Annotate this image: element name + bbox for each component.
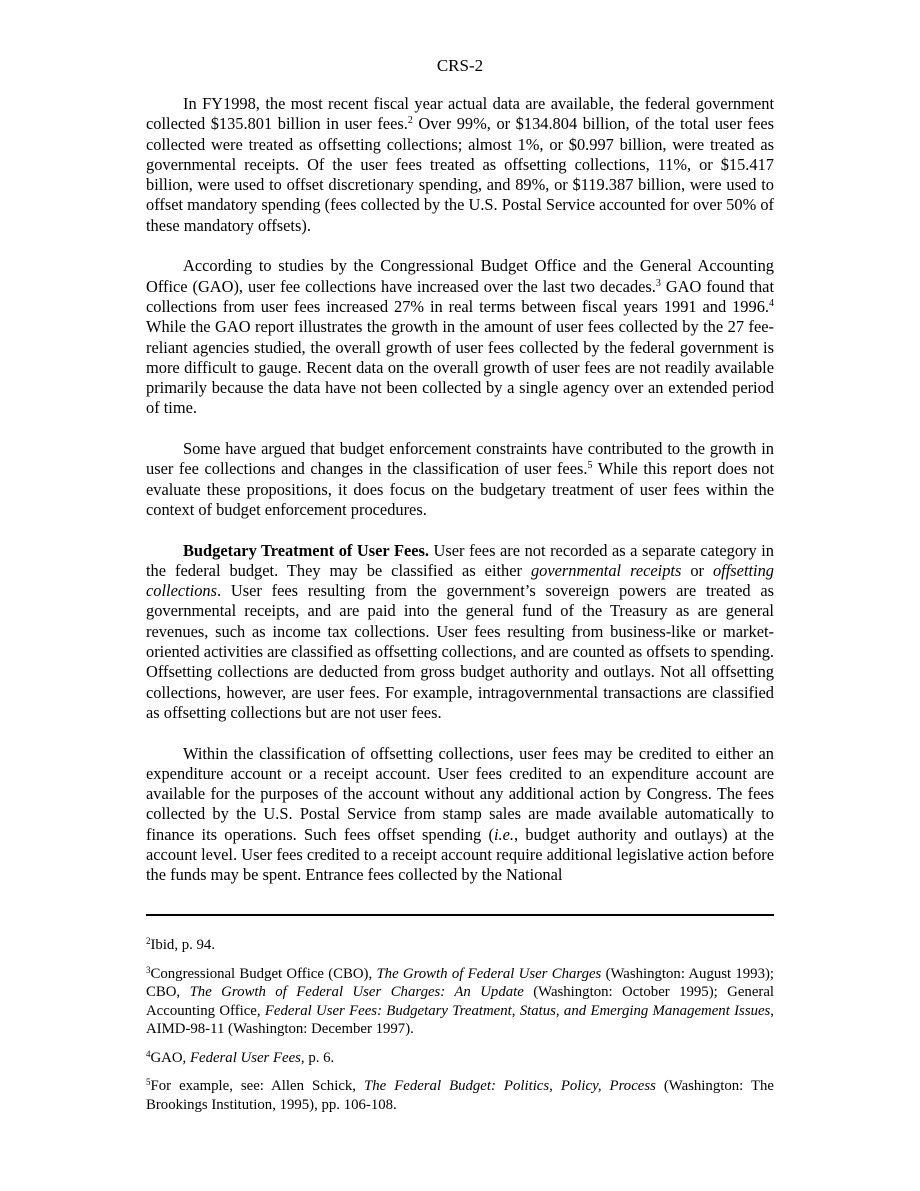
citation-title: The Federal Budget: Politics, Policy, Process — [364, 1078, 656, 1094]
paragraph-fy1998-collections — [146, 94, 774, 236]
paragraph-offsetting-accounts — [146, 744, 774, 886]
footnote-divider — [146, 914, 774, 916]
text-run: , AIMD-98-11 (Washington: December 1997). — [146, 1002, 774, 1037]
text-run: Within the classification of offsetting collections, user fees may be credited to either an expenditure account or a receipt account. User fees credited to an expenditure account are available for the purposes of the account without any additional action by Congress. The fees collected by the U.S. Postal Service from stamp sales are made available automatically to finance its operations. Such fees offset spending ( — [146, 743, 774, 844]
footnote-number: 2 — [146, 936, 151, 946]
citation-title: Federal User Fees: Budgetary Treatment, Status, and Emerging Management Issues — [264, 1002, 771, 1019]
section-heading: Budgetary Treatment of User Fees. — [183, 540, 429, 560]
text-run: (Washington: October 1995); General Accounting Office, — [146, 984, 774, 1019]
citation-title: The Growth of Federal User Charges: An Update — [189, 984, 524, 1000]
footnotes — [146, 936, 774, 1124]
text-run: . User fees resulting from the government’s sovereign powers are treated as governmental receipts, and are paid into the general fund of the Treasury as are general revenues, such as income tax collections. User fees resulting from business-like or market-oriented activities are classified as offsetting collections, and are counted as offsets to spending. Offsetting collections are deducted from gross budget authority and outlays. Not all offsetting collections, however, are user fees. For example, intragovernmental transactions are classified as offsetting collections but are not user fees. — [146, 581, 774, 722]
page-label: CRS-2 — [436, 56, 484, 75]
text-run: or — [681, 560, 713, 580]
paragraph-budgetary-treatment — [146, 541, 774, 724]
italic-term: governmental receipts — [530, 560, 682, 580]
footnote-4 — [146, 1049, 774, 1068]
text-run: GAO, — [150, 1049, 190, 1066]
text-run: For example, see: Allen Schick, — [150, 1078, 364, 1094]
text-run: , p. 6. — [300, 1049, 335, 1066]
text-run: (Washington: August 1993); CBO, — [146, 965, 775, 1000]
citation-title: Federal User Fees — [189, 1049, 301, 1066]
text-run: GAO found that collections from user fees increased 27% in real terms between fiscal years 1991 and 1996. — [146, 276, 774, 316]
italic-term: offsetting collections — [146, 560, 774, 601]
citation-title: The Growth of Federal User Charges — [376, 965, 602, 982]
paragraph-enforcement-constraints — [146, 439, 774, 520]
text-run: , budget authority and outlays) at the account level. User fees credited to a receipt account require additional legislative action before the funds may be spent. Entrance fees collected by the National — [146, 824, 774, 885]
footnote-ref: 2 — [407, 115, 413, 127]
text-run: While the GAO report illustrates the growth in the amount of user fees collected by the 27 fee-reliant agencies studied, the overall growth of user fees collected by the federal government is more difficult to gauge. Recent data on the overall growth of user fees are not readily available primarily because the data have not been collected by a single agency over an extended period of time. — [146, 317, 774, 418]
footnote-5 — [146, 1077, 774, 1114]
text-run: (Washington: The Brookings Institution, 1995), pp. 106-108. — [146, 1078, 774, 1113]
footnote-number: 3 — [146, 964, 151, 975]
footnote-3 — [146, 965, 774, 1039]
italic-term: i.e. — [493, 824, 515, 844]
text-run: Some have argued that budget enforcement constraints have contributed to the growth in user fee collections and changes in the classification of user fees. — [146, 439, 774, 479]
footnote-2 — [146, 936, 774, 955]
paragraph-growth-studies — [146, 256, 774, 418]
text-run: User fees are not recorded as a separate category in the federal budget. They may be classified as either — [146, 540, 774, 580]
text-run: Congressional Budget Office (CBO), — [150, 965, 377, 982]
footnote-number: 4 — [146, 1048, 151, 1059]
text-run: According to studies by the Congressional Budget Office and the General Accounting Office (GAO), user fee collections have increased over the last two decades. — [146, 256, 774, 296]
footnote-ref: 3 — [655, 277, 661, 289]
footnote-ref: 5 — [587, 460, 593, 472]
footnote-ref: 4 — [769, 297, 774, 309]
footnote-number: 5 — [146, 1077, 151, 1087]
main-text — [146, 94, 774, 886]
text-run: Ibid, p. 94. — [150, 937, 216, 953]
page-header — [0, 56, 920, 76]
text-run: While this report does not evaluate these propositions, it does focus on the budgetary treatment of user fees within the context of budget enforcement procedures. — [146, 459, 774, 519]
text-run: In FY1998, the most recent fiscal year actual data are available, the federal government collected $135.801 billion in user fees. — [146, 94, 774, 134]
text-run: Over 99%, or $134.804 billion, of the total user fees collected were treated as offsetting collections; almost 1%, or $0.997 billion, were treated as governmental receipts. Of the user fees treated as offsetting collections, 11%, or $15.417 billion, were used to offset discretionary spending, and 89%, or $119.387 billion, were used to offset mandatory spending (fees collected by the U.S. Postal Service accounted for over 50% of these mandatory offsets). — [146, 114, 774, 235]
